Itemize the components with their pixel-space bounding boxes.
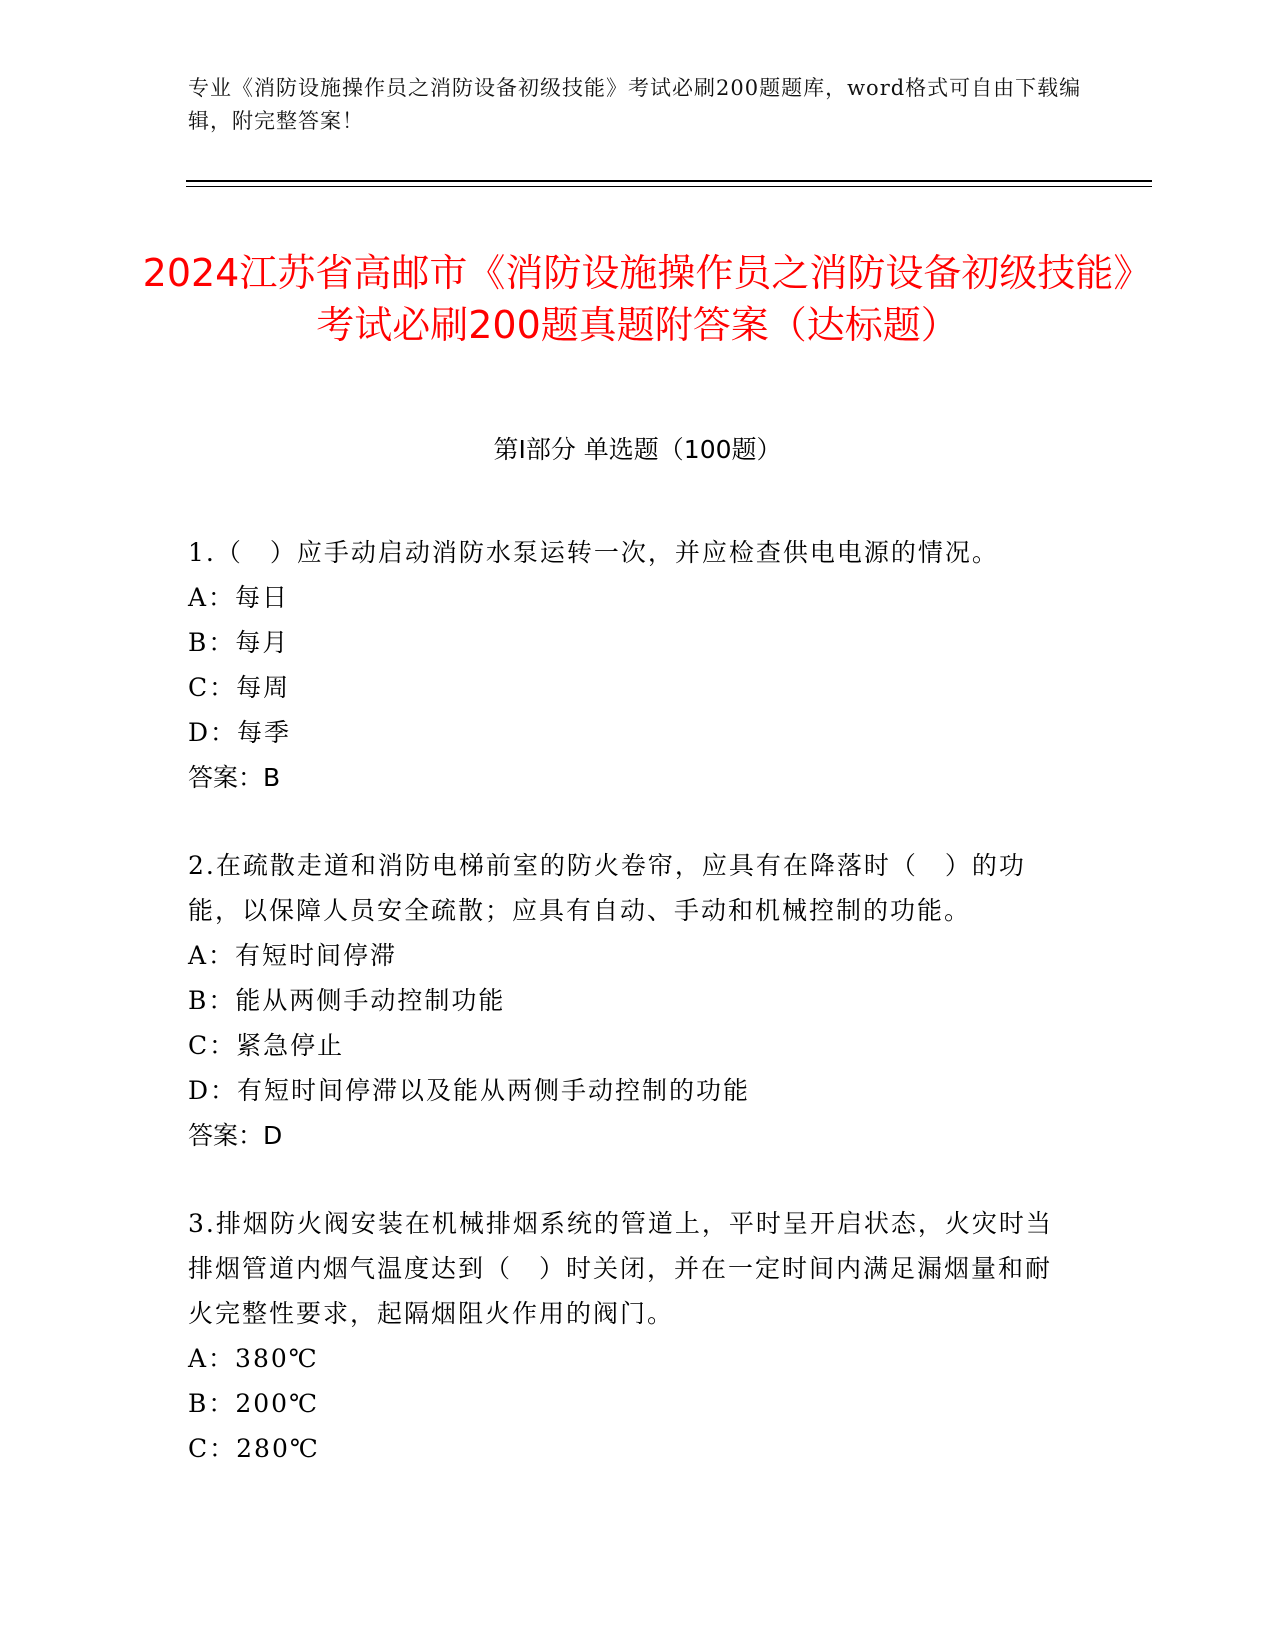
option-c: C：每周 — [188, 673, 291, 702]
answer-line: 答案：D — [188, 1121, 283, 1150]
question-stem: 1.（ ）应手动启动消防水泵运转一次，并应检查供电电源的情况。 — [188, 538, 999, 567]
option-b: B：能从两侧手动控制功能 — [188, 986, 506, 1015]
header-divider-thin — [186, 186, 1152, 187]
header-note: 专业《消防设施操作员之消防设备初级技能》考试必刷200题题库，word格式可自由下载编辑，附完整答案！ — [188, 76, 1082, 133]
option-a: A：380℃ — [188, 1344, 319, 1373]
question-2 — [188, 843, 1068, 1158]
option-a: A：有短时间停滞 — [188, 941, 398, 970]
header-divider-thick — [186, 180, 1152, 182]
option-b: B：200℃ — [188, 1389, 320, 1418]
question-1 — [188, 530, 1068, 800]
question-stem: 3.排烟防火阀安装在机械排烟系统的管道上，平时呈开启状态，火灾时当排烟管道内烟气温度达到（ ）时关闭，并在一定时间内满足漏烟量和耐火完整性要求，起隔烟阻火作用的阀门。 — [188, 1209, 1053, 1328]
answer-line: 答案：B — [188, 763, 281, 792]
option-a: A：每日 — [188, 583, 290, 612]
option-b: B：每月 — [188, 628, 290, 657]
question-3 — [188, 1201, 1068, 1471]
option-c: C：紧急停止 — [188, 1031, 345, 1060]
option-d: D：每季 — [188, 718, 292, 747]
question-list — [188, 530, 1068, 1514]
option-c: C：280℃ — [188, 1434, 320, 1463]
document-title: 2024江苏省高邮市《消防设施操作员之消防设备初级技能》考试必刷200题真题附答案（达标题） — [142, 251, 1133, 348]
section-heading: 第Ⅰ部分 单选题（100题） — [493, 435, 782, 464]
question-stem: 2.在疏散走道和消防电梯前室的防火卷帘，应具有在降落时（ ）的功能，以保障人员安全疏散；应具有自动、手动和机械控制的功能。 — [188, 851, 1026, 925]
option-d: D：有短时间停滞以及能从两侧手动控制的功能 — [188, 1076, 751, 1105]
